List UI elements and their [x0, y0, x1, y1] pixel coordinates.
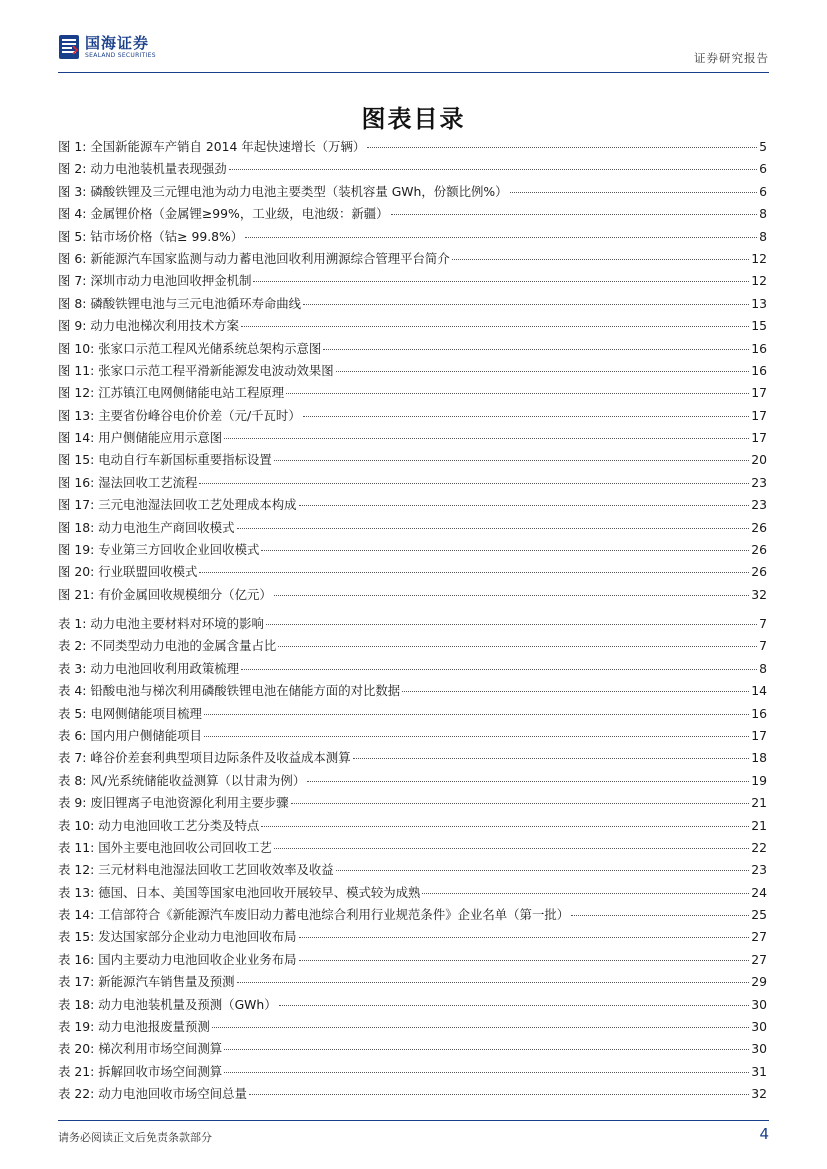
entry-label: 表 9: [58, 795, 87, 811]
entry-label: 表 11: [58, 839, 95, 855]
dot-leader [336, 371, 750, 372]
dot-leader [299, 960, 750, 961]
entry-page-number: 8 [759, 228, 767, 244]
table-entry[interactable] [58, 994, 767, 1016]
entry-title: 国内用户侧储能项目 [90, 727, 202, 743]
table-entry[interactable] [58, 971, 767, 993]
entry-label: 表 14: [58, 907, 95, 923]
table-entry[interactable] [58, 904, 767, 926]
entry-title: 国外主要电池回收公司回收工艺 [98, 839, 272, 855]
figure-entry[interactable] [58, 382, 767, 404]
table-entry[interactable] [58, 703, 767, 725]
figure-entry[interactable] [58, 427, 767, 449]
entry-page-number: 17 [751, 407, 767, 423]
entry-page-number: 29 [751, 974, 767, 990]
figure-entry[interactable] [58, 181, 767, 203]
company-logo [58, 34, 156, 60]
entry-page-number: 17 [751, 727, 767, 743]
entry-page-number: 13 [751, 295, 767, 311]
dot-leader [336, 870, 750, 871]
figure-entry[interactable] [58, 539, 767, 561]
dot-leader [224, 438, 749, 439]
entry-title: 金属锂价格（金属锂≥99%，工业级，电池级：新疆） [90, 206, 389, 222]
entry-title: 主要省份峰谷电价价差（元/千瓦时） [98, 407, 301, 423]
entry-title: 铅酸电池与梯次利用磷酸铁锂电池在储能方面的对比数据 [90, 683, 401, 699]
entry-title: 行业联盟回收模式 [98, 564, 198, 580]
entry-title: 钴市场价格（钴≥ 99.8%） [90, 228, 244, 244]
entry-label: 表 16: [58, 951, 95, 967]
entry-page-number: 7 [759, 638, 767, 654]
entry-page-number: 12 [751, 250, 767, 266]
figure-entry[interactable] [58, 561, 767, 583]
entry-title: 新能源汽车销售量及预测 [98, 974, 235, 990]
disclaimer-note: 请务必阅读正文后免责条款部分 [58, 1131, 212, 1144]
dot-leader [278, 646, 757, 647]
entry-title: 三元材料电池湿法回收工艺回收效率及收益 [98, 862, 334, 878]
entry-title: 张家口示范工程风光储系统总架构示意图 [98, 340, 322, 356]
entry-title: 废旧锂离子电池资源化利用主要步骤 [90, 795, 289, 811]
entry-title: 磷酸铁锂电池与三元电池循环寿命曲线 [90, 295, 302, 311]
figure-entry[interactable] [58, 136, 767, 158]
entry-page-number: 19 [751, 772, 767, 788]
dot-leader [299, 937, 750, 938]
entry-label: 表 18: [58, 996, 95, 1012]
figure-entry[interactable] [58, 360, 767, 382]
entry-page-number: 21 [751, 795, 767, 811]
entry-label: 图 19: [58, 542, 95, 558]
page-header [58, 30, 769, 73]
entry-page-number: 23 [751, 497, 767, 513]
entry-page-number: 23 [751, 862, 767, 878]
entry-title: 动力电池报废量预测 [98, 1019, 210, 1035]
dot-leader [353, 758, 750, 759]
table-entry[interactable] [58, 1083, 767, 1105]
entry-page-number: 8 [759, 660, 767, 676]
dot-leader [307, 781, 749, 782]
entry-title: 湿法回收工艺流程 [98, 474, 198, 490]
table-entry[interactable] [58, 613, 767, 635]
entry-title: 国内主要动力电池回收企业业务布局 [98, 951, 297, 967]
dot-leader [204, 714, 749, 715]
company-name-cn: 国海证券 [85, 33, 150, 52]
page-footer [58, 1120, 769, 1144]
entry-page-number: 16 [751, 340, 767, 356]
dot-leader [510, 192, 758, 193]
entry-label: 图 12: [58, 385, 95, 401]
dot-leader [245, 237, 757, 238]
dot-leader [274, 595, 749, 596]
entry-label: 表 15: [58, 929, 95, 945]
figure-entry[interactable] [58, 517, 767, 539]
entry-label: 表 6: [58, 727, 87, 743]
entry-title: 动力电池装机量表现强劲 [90, 161, 227, 177]
entry-title: 三元电池湿法回收工艺处理成本构成 [98, 497, 297, 513]
entry-label: 图 17: [58, 497, 95, 513]
entry-page-number: 26 [751, 542, 767, 558]
figure-entry[interactable] [58, 315, 767, 337]
dot-leader [402, 691, 749, 692]
dot-leader [224, 1049, 749, 1050]
entry-label: 表 10: [58, 817, 95, 833]
dot-leader [229, 169, 757, 170]
entry-title: 梯次利用市场空间测算 [98, 1041, 223, 1057]
entry-label: 表 12: [58, 862, 95, 878]
entry-page-number: 27 [751, 951, 767, 967]
entry-page-number: 5 [759, 139, 767, 154]
entry-title: 动力电池装机量及预测（GWh） [98, 996, 277, 1012]
entry-title: 有价金属回收规模细分（亿元） [98, 586, 272, 602]
entry-title: 动力电池回收市场空间总量 [98, 1086, 247, 1102]
entry-label: 图 15: [58, 452, 95, 468]
entry-label: 表 8: [58, 772, 87, 788]
entry-page-number: 17 [751, 430, 767, 446]
table-list [58, 613, 767, 1106]
entry-page-number: 26 [751, 564, 767, 580]
entry-label: 图 11: [58, 362, 95, 378]
figure-entry[interactable] [58, 405, 767, 427]
entry-page-number: 8 [759, 206, 767, 222]
entry-page-number: 32 [751, 1086, 767, 1102]
entry-page-number: 16 [751, 705, 767, 721]
entry-title: 电动自行车新国标重要指标设置 [98, 452, 272, 468]
entry-label: 图 14: [58, 430, 95, 446]
entry-page-number: 26 [751, 519, 767, 535]
page-title: 图表目录 [361, 104, 466, 133]
dot-leader [199, 572, 749, 573]
entry-page-number: 30 [751, 996, 767, 1012]
dot-leader [253, 281, 749, 282]
entry-label: 图 8: [58, 295, 87, 311]
table-entry[interactable] [58, 815, 767, 837]
table-entry[interactable] [58, 635, 767, 657]
entry-label: 表 4: [58, 683, 87, 699]
table-entry[interactable] [58, 949, 767, 971]
dot-leader [291, 803, 750, 804]
dot-leader [279, 1005, 750, 1006]
entry-title: 动力电池回收利用政策梳理 [90, 660, 240, 676]
dot-leader [274, 848, 749, 849]
sealand-logo-icon [58, 34, 80, 60]
dot-leader [199, 483, 749, 484]
entry-title: 全国新能源车产销自 2014 年起快速增长（万辆） [90, 139, 366, 154]
entry-page-number: 22 [751, 839, 767, 855]
table-entry[interactable] [58, 747, 767, 769]
table-entry[interactable] [58, 926, 767, 948]
dot-leader [367, 147, 757, 148]
dot-leader [204, 736, 749, 737]
figure-entry[interactable] [58, 270, 767, 292]
entry-label: 表 2: [58, 638, 87, 654]
entry-page-number: 14 [751, 683, 767, 699]
table-entry[interactable] [58, 837, 767, 859]
entry-page-number: 20 [751, 452, 767, 468]
entry-title: 不同类型动力电池的金属含量占比 [90, 638, 277, 654]
figure-entry[interactable] [58, 472, 767, 494]
dot-leader [274, 460, 749, 461]
dot-leader [237, 528, 750, 529]
entry-title: 德国、日本、美国等国家电池回收开展较早、模式较为成熟 [98, 884, 421, 900]
entry-page-number: 30 [751, 1041, 767, 1057]
dot-leader [286, 393, 749, 394]
figure-entry[interactable] [58, 248, 767, 270]
entry-title: 动力电池回收工艺分类及特点 [98, 817, 260, 833]
entry-label: 图 18: [58, 519, 95, 535]
entry-page-number: 16 [751, 362, 767, 378]
page-number: 4 [759, 1125, 769, 1143]
entry-page-number: 21 [751, 817, 767, 833]
entry-title: 用户侧储能应用示意图 [98, 430, 223, 446]
dot-leader [303, 304, 749, 305]
entry-title: 峰谷价差套利典型项目边际条件及收益成本测算 [90, 750, 351, 766]
figure-entry[interactable] [58, 449, 767, 471]
entry-label: 图 3: [58, 183, 87, 199]
figure-entry[interactable] [58, 158, 767, 180]
table-entry[interactable] [58, 770, 767, 792]
table-entry[interactable] [58, 1061, 767, 1083]
entry-label: 图 5: [58, 228, 87, 244]
entry-label: 图 16: [58, 474, 95, 490]
entry-page-number: 18 [751, 750, 767, 766]
table-entry[interactable] [58, 680, 767, 702]
entry-page-number: 32 [751, 586, 767, 602]
dot-leader [241, 326, 749, 327]
entry-label: 图 21: [58, 586, 95, 602]
dot-leader [237, 982, 750, 983]
entry-title: 电网侧储能项目梳理 [90, 705, 202, 721]
entry-title: 风/光系统储能收益测算（以甘肃为例） [90, 772, 306, 788]
entry-page-number: 31 [751, 1063, 767, 1079]
figure-list [58, 136, 767, 606]
dot-leader [261, 826, 749, 827]
entry-label: 图 6: [58, 250, 87, 266]
dot-leader [249, 1094, 749, 1095]
entry-page-number: 17 [751, 385, 767, 401]
dot-leader [422, 893, 749, 894]
company-name-en: SEALAND SECURITIES [85, 51, 156, 59]
dot-leader [266, 624, 757, 625]
entry-label: 表 5: [58, 705, 87, 721]
entry-label: 图 4: [58, 206, 87, 222]
entry-title: 发达国家部分企业动力电池回收布局 [98, 929, 297, 945]
entry-label: 表 7: [58, 750, 87, 766]
entry-title: 动力电池主要材料对环境的影响 [90, 616, 264, 631]
entry-title: 专业第三方回收企业回收模式 [98, 542, 260, 558]
entry-label: 表 22: [58, 1086, 95, 1102]
dot-leader [323, 349, 749, 350]
figure-entry[interactable] [58, 584, 767, 606]
dot-leader [261, 550, 749, 551]
entry-label: 图 10: [58, 340, 95, 356]
entry-title: 动力电池梯次利用技术方案 [90, 318, 240, 334]
figure-entry[interactable] [58, 494, 767, 516]
table-entry[interactable] [58, 1016, 767, 1038]
dot-leader [299, 505, 750, 506]
dot-leader [224, 1072, 749, 1073]
entry-label: 图 2: [58, 161, 87, 177]
figure-entry[interactable] [58, 293, 767, 315]
dot-leader [212, 1027, 749, 1028]
entry-page-number: 23 [751, 474, 767, 490]
dot-leader [303, 416, 750, 417]
entry-page-number: 6 [759, 161, 767, 177]
entry-page-number: 6 [759, 183, 767, 199]
entry-title: 深圳市动力电池回收押金机制 [90, 273, 252, 289]
entry-label: 表 3: [58, 660, 87, 676]
dot-leader [241, 669, 757, 670]
report-type: 证券研究报告 [694, 51, 769, 65]
table-entry[interactable] [58, 882, 767, 904]
entry-title: 磷酸铁锂及三元锂电池为动力电池主要类型（装机容量 GWh，份额比例%） [90, 183, 508, 199]
entry-label: 表 20: [58, 1041, 95, 1057]
entry-label: 图 13: [58, 407, 95, 423]
entry-page-number: 30 [751, 1019, 767, 1035]
entry-title: 张家口示范工程平滑新能源发电波动效果图 [98, 362, 334, 378]
figure-entry[interactable] [58, 203, 767, 225]
entry-label: 表 19: [58, 1019, 95, 1035]
entry-page-number: 12 [751, 273, 767, 289]
entry-label: 表 21: [58, 1063, 95, 1079]
entry-page-number: 27 [751, 929, 767, 945]
entry-page-number: 15 [751, 318, 767, 334]
dot-leader [391, 214, 758, 215]
entry-title: 新能源汽车国家监测与动力蓄电池回收利用溯源综合管理平台简介 [90, 250, 450, 266]
entry-label: 图 9: [58, 318, 87, 334]
dot-leader [452, 259, 750, 260]
entry-title: 工信部符合《新能源汽车废旧动力蓄电池综合利用行业规范条件》企业名单（第一批） [98, 907, 570, 923]
dot-leader [571, 915, 749, 916]
figure-entry[interactable] [58, 226, 767, 248]
entry-page-number: 7 [759, 616, 767, 631]
entry-label: 表 1: [58, 616, 87, 631]
entry-label: 图 1: [58, 139, 87, 154]
entry-label: 表 13: [58, 884, 95, 900]
table-entry[interactable] [58, 658, 767, 680]
entry-title: 动力电池生产商回收模式 [98, 519, 235, 535]
table-entry[interactable] [58, 859, 767, 881]
figure-entry[interactable] [58, 338, 767, 360]
entry-page-number: 25 [751, 907, 767, 923]
entry-title: 江苏镇江电网侧储能电站工程原理 [98, 385, 285, 401]
entry-title: 拆解回收市场空间测算 [98, 1063, 223, 1079]
entry-label: 表 17: [58, 974, 95, 990]
table-entry[interactable] [58, 792, 767, 814]
table-entry[interactable] [58, 725, 767, 747]
entry-label: 图 7: [58, 273, 87, 289]
table-entry[interactable] [58, 1038, 767, 1060]
entry-label: 图 20: [58, 564, 95, 580]
entry-page-number: 24 [751, 884, 767, 900]
